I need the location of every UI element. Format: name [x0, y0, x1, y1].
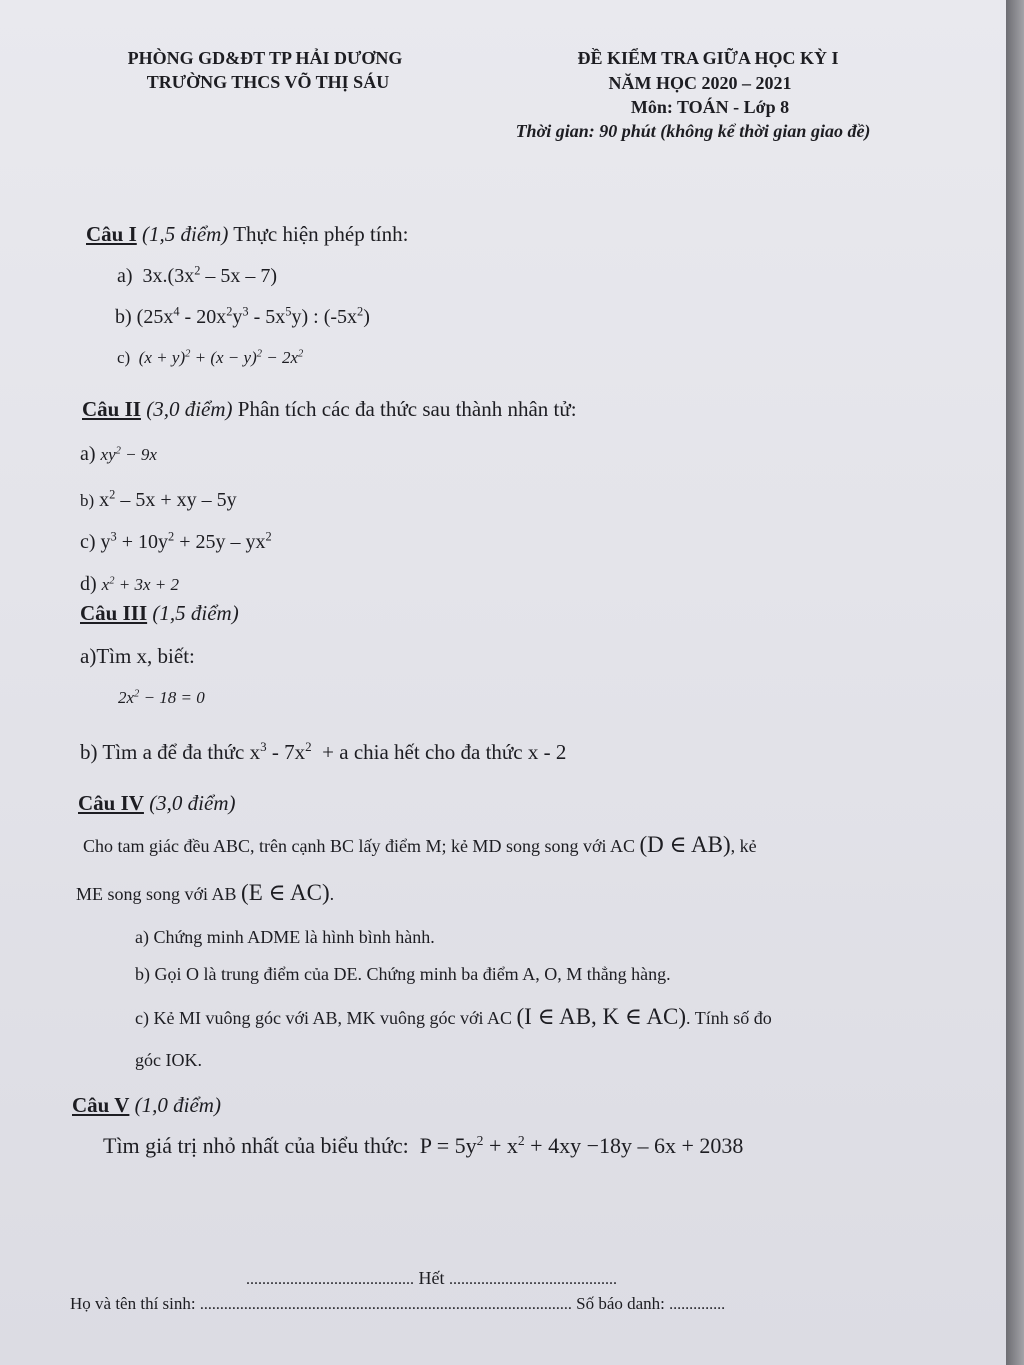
q2-a-label: a) [80, 443, 96, 465]
header-subject: Môn: TOÁN - Lớp 8 [630, 97, 790, 117]
q2-text: Phân tích các đa thức sau thành nhân tử: [232, 397, 577, 421]
q3-b-line: b) Tìm a để đa thức $x^3 - 7x^2 + a$ chia hết cho đa thức x - 2 [80, 739, 567, 764]
footer-end-word: Hết [414, 1268, 449, 1288]
q3-title: Câu III [80, 601, 148, 625]
q4-intro-line2 [76, 880, 334, 906]
q4-item-c-line2: góc IOK. [135, 1050, 202, 1070]
q5-points: (1,0 điểm) [134, 1093, 221, 1117]
q1-b-label: b) [115, 306, 132, 328]
footer-end-right-dots: .......................................... [449, 1271, 617, 1288]
q3-a-text: a)Tìm x, biết: [80, 644, 195, 668]
q4-intro2-paren: (E ∈ AC) [241, 880, 330, 905]
q1-item-c: c) $(x + y)^2 + (x - y)^2 - 2x^2$ [117, 348, 304, 367]
q2-points: (3,0 điểm) [146, 397, 233, 421]
q1-text: Thực hiện phép tính: [228, 222, 409, 246]
q2-title: Câu II [82, 397, 141, 421]
q4-intro1-tail: , kẻ [730, 836, 757, 856]
q4-c-tail: . Tính số đo [686, 1008, 772, 1028]
q1-title: Câu I [86, 222, 137, 246]
q3-heading [80, 601, 239, 626]
candidate-name-label: Họ và tên thí sinh: [70, 1294, 200, 1313]
q5-text: Tìm giá trị nhỏ nhất của biểu thức: [103, 1133, 409, 1158]
q2-item-b: b) $x^2 - 5x$ + xy – 5y [80, 487, 237, 511]
header-exam-title: ĐỀ KIỂM TRA GIỮA HỌC KỲ I [577, 48, 839, 68]
q2-item-a: a) $xy^2 - 9x$ [80, 443, 157, 465]
q2-d-label: d) [80, 573, 97, 595]
q4-points: (3,0 điểm) [149, 791, 236, 815]
q3-points: (1,5 điểm) [152, 601, 239, 625]
q1-item-a: a) $3x.(3x^2 - 5x - 7)$ [117, 263, 278, 287]
footer-candidate-line [70, 1294, 725, 1314]
q5-line: Tìm giá trị nhỏ nhất của biểu thức: $P = 5y^2 + x^2 + 4xy -18y - 6x + 2038$ [103, 1132, 744, 1158]
q4-item-b: b) Gọi O là trung điểm của DE. Chứng minh ba điểm A, O, M thẳng hàng. [135, 964, 671, 984]
q1-c-label: c) [117, 348, 131, 367]
candidate-id-label: Số báo danh: [571, 1294, 670, 1313]
candidate-name-field[interactable]: ............................................................................................. [199, 1296, 572, 1313]
q1-heading [86, 222, 408, 247]
header-duration: Thời gian: 90 phút (không kể thời gian giao đề) [515, 121, 871, 141]
q3-b-text: b) Tìm a để đa thức [80, 740, 245, 764]
q2-item-d: d) $x^2 + 3x + 2$ [80, 573, 179, 595]
q2-c-label: c) [80, 531, 96, 553]
q1-points: (1,5 điểm) [142, 222, 229, 246]
header-school: TRƯỜNG THCS VÕ THỊ SÁU [146, 72, 390, 92]
q2-heading [82, 397, 577, 422]
q4-item-c [135, 1004, 772, 1030]
q1-item-b: b) $(25x^4 - 20x^2y^3 - 5x^5y)$ : $(-5x^2)$ [115, 304, 370, 328]
footer-end-line [246, 1268, 617, 1289]
q4-item-a: a) Chứng minh ADME là hình bình hành. [135, 927, 435, 947]
paper-shadow-edge [1006, 0, 1024, 1365]
q5-heading [72, 1093, 221, 1118]
q4-intro2-tail: . [329, 884, 335, 904]
q4-heading [78, 791, 236, 816]
footer-end-left-dots: .......................................... [246, 1271, 414, 1288]
q4-title: Câu IV [78, 791, 144, 815]
header-department: PHÒNG GD&ĐT TP HẢI DƯƠNG [127, 48, 403, 68]
q2-item-c: c) $y^3 + 10y^2 + 25y - yx^2$ [80, 529, 272, 553]
q4-c-paren: (I ∈ AB, K ∈ AC) [516, 1004, 687, 1029]
candidate-id-field[interactable]: .............. [669, 1296, 726, 1313]
q4-intro1-paren: (D ∈ AB) [639, 832, 731, 857]
q4-c-text: c) Kẻ MI vuông góc với AB, MK vuông góc với AC [135, 1008, 513, 1028]
q2-b-label: b) [80, 491, 95, 510]
q4-intro2: ME song song với AB [76, 884, 237, 904]
q4-intro-line1 [83, 832, 757, 858]
q3-a-equation: $2x^2 - 18 = 0$ [118, 688, 205, 707]
q3-b-tail: + a chia hết cho đa thức x - 2 [322, 740, 567, 764]
q4-intro1: Cho tam giác đều ABC, trên cạnh BC lấy điểm M; kẻ MD song song với AC [83, 836, 635, 856]
q5-title: Câu V [72, 1093, 130, 1117]
q1-a-label: a) [117, 265, 133, 287]
header-school-year: NĂM HỌC 2020 – 2021 [608, 73, 792, 93]
